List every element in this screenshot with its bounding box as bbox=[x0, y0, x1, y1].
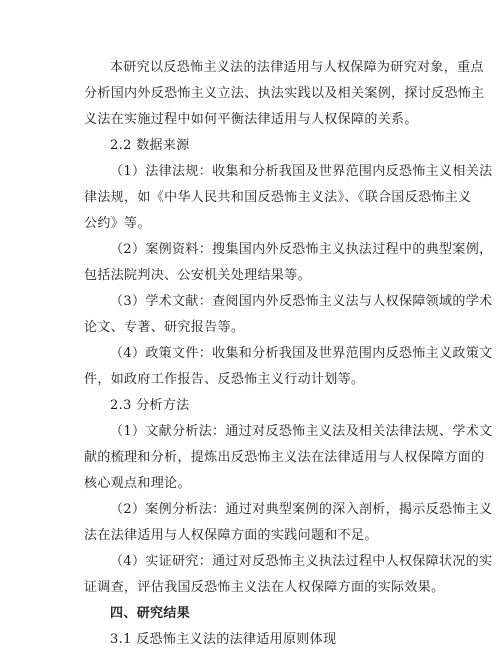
section-heading: 3.1 反恐怖主义法的法律适用原则体现 bbox=[110, 632, 337, 647]
paragraph-line: 证调查，评估我国反恐怖主义法在人权保障方面的实际效果。 bbox=[84, 580, 445, 595]
paragraph-line: （1）法律法规：收集和分析我国及世界范围内反恐怖主义相关法 bbox=[110, 164, 493, 179]
paragraph-line: （1）文献分析法：通过对反恐怖主义法及相关法律法规、学术文 bbox=[110, 424, 493, 439]
paragraph-line: 法在法律适用与人权保障方面的实践问题和不足。 bbox=[84, 528, 378, 543]
paragraph-line: 分析国内外反恐怖主义立法、执法实践以及相关案例，探讨反恐怖主 bbox=[84, 86, 485, 101]
section-heading: 2.3 分析方法 bbox=[110, 398, 190, 413]
chapter-heading: 四、研究结果 bbox=[110, 606, 191, 621]
paragraph-line: 义法在实施过程中如何平衡法律适用与人权保障的关系。 bbox=[84, 112, 418, 127]
paragraph-line: （2）案例分析法：通过对典型案例的深入剖析，揭示反恐怖主义 bbox=[110, 502, 493, 517]
paragraph-line: 公约》等。 bbox=[84, 216, 151, 231]
paragraph-line: 献的梳理和分析，提炼出反恐怖主义法在法律适用与人权保障方面的 bbox=[84, 450, 485, 465]
paragraph-line: 核心观点和理论。 bbox=[84, 476, 191, 491]
paragraph-line: 件，如政府工作报告、反恐怖主义行动计划等。 bbox=[84, 372, 365, 387]
paragraph-line: （2）案例资料：搜集国内外反恐怖主义执法过程中的典型案例， bbox=[110, 242, 493, 257]
paragraph-line: 本研究以反恐怖主义法的法律适用与人权保障为研究对象，重点 bbox=[110, 60, 484, 75]
section-heading: 2.2 数据来源 bbox=[110, 138, 190, 153]
paragraph-line: 论文、专著、研究报告等。 bbox=[84, 320, 245, 335]
paragraph-line: 包括法院判决、公安机关处理结果等。 bbox=[84, 268, 311, 283]
paragraph-line: （4）政策文件：收集和分析我国及世界范围内反恐怖主义政策文 bbox=[110, 346, 493, 361]
paragraph-line: （3）学术文献：查阅国内外反恐怖主义法与人权保障领域的学术 bbox=[110, 294, 493, 309]
paragraph-line: （4）实证研究：通过对反恐怖主义执法过程中人权保障状况的实 bbox=[110, 554, 493, 569]
paragraph-line: 律法规，如《中华人民共和国反恐怖主义法》、《联合国反恐怖主义 bbox=[84, 190, 472, 205]
